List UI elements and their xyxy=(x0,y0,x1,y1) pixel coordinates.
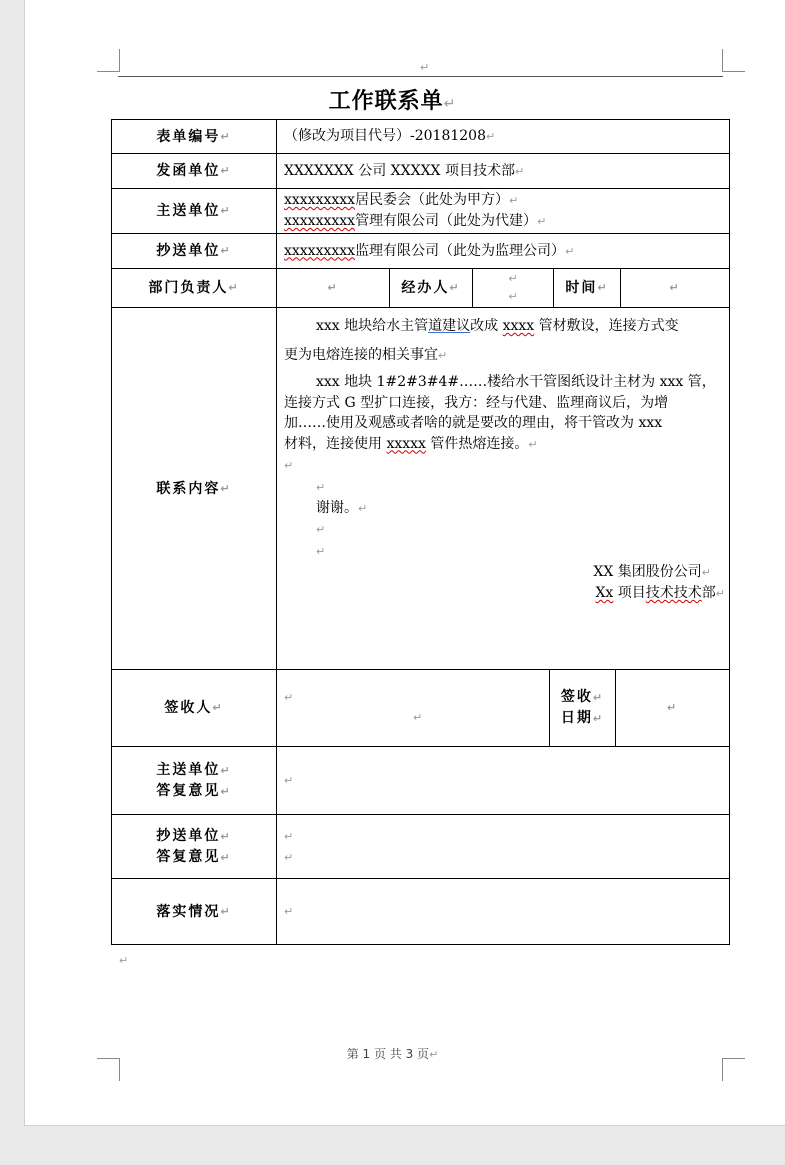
implementation-field[interactable]: ↵ xyxy=(284,905,294,918)
dept-head-field[interactable]: ↵ xyxy=(327,281,339,294)
receive-date-label: 签收↵ 日期↵ xyxy=(560,689,605,726)
form-no-value: （修改为项目代号）-20181208 xyxy=(284,128,486,144)
form-no-label: 表单编号 ↵ xyxy=(156,128,232,145)
sender-label: 发函单位 ↵ xyxy=(156,163,232,179)
content-blank-3: ↵ xyxy=(316,523,326,536)
time-label: 时间 ↵ xyxy=(565,280,609,296)
content-paragraph-1: xxx 地块给水主管道建议改成 xxxx 管材敷设，连接方式变 更为电熔连接的相关事宜↵ xyxy=(284,318,679,363)
header-rule xyxy=(118,76,723,77)
title-text: 工作联系单 xyxy=(328,88,444,114)
receiver-label: 签收人 ↵ xyxy=(164,700,224,716)
receiver-field[interactable]: ↵ ↵ xyxy=(284,691,423,724)
form-no-field[interactable]: （修改为项目代号）-20181208↵ xyxy=(284,128,496,144)
cc-reply-label: 抄送单位↵ 答复意见↵ xyxy=(156,827,232,865)
dept-head-label: 部门负责人 ↵ xyxy=(148,280,240,296)
cc-code: xxxxxxxxx xyxy=(284,242,356,259)
cc-label: 抄送单位 ↵ xyxy=(156,243,232,259)
content-label: 联系内容 ↵ xyxy=(156,480,232,497)
sign-company: XX 集团股份公司↵ xyxy=(593,564,711,580)
main-recipient-line-1: xxxxxxxxx居民委会（此处为甲方）↵ xyxy=(284,192,519,208)
sign-department: Xx 项目技术技术部↵ xyxy=(595,585,725,601)
main-reply-label: 主送单位↵ 答复意见↵ xyxy=(156,761,232,799)
content-blank-2: ↵ xyxy=(316,480,326,494)
sender-value: XXXXXXX 公司 XXXXX 项目技术部 xyxy=(284,162,515,179)
page-footer: 第 1 页 共 3 页↵ xyxy=(346,1047,439,1061)
main-recipient-line-2: xxxxxxxxx管理有限公司（此处为代建）↵ xyxy=(284,213,547,229)
end-paragraph-mark: ↵ xyxy=(119,954,129,967)
cc-text: 监理有限公司（此处为监理公司） xyxy=(355,242,566,259)
document-title[interactable]: 工作联系单↵ xyxy=(328,88,457,114)
crop-mark-top-left xyxy=(97,49,120,72)
cc-reply-field[interactable]: ↵ ↵ xyxy=(284,829,294,864)
handler-field[interactable]: ↵ ↵ xyxy=(508,272,518,303)
content-field[interactable] xyxy=(277,308,729,669)
main-recipient-field[interactable] xyxy=(277,189,729,233)
time-field[interactable]: ↵ xyxy=(669,281,681,294)
handler-label: 经办人 ↵ xyxy=(401,280,461,296)
page-number-text: 第 1 页 共 3 页 xyxy=(346,1047,430,1061)
cc-field[interactable]: xxxxxxxxx监理有限公司（此处为监理公司）↵ xyxy=(284,242,575,259)
content-paragraph-2: xxx 地块 1#2#3#4#……楼给水干管图纸设计主材为 xxx 管， 连接方式 G 型扩口连接，我方：经与代建、监理商议后，为增 加……使用及观感或者啥的就是要改的理由，将干管改为 xxx 材料，连接使用 xxxxx 管件热熔连接。↵ xyxy=(284,374,716,452)
content-blank-4: ↵ xyxy=(316,544,326,558)
header-paragraph-mark: ↵ xyxy=(420,61,430,74)
content-blank-1: ↵ xyxy=(284,459,294,472)
receive-date-field[interactable]: ↵ xyxy=(666,701,679,714)
sender-field[interactable]: XXXXXXX 公司 XXXXX 项目技术部↵ xyxy=(284,162,525,179)
content-thanks: 谢谢。↵ xyxy=(316,500,368,516)
crop-mark-top-right xyxy=(722,49,745,72)
implementation-label: 落实情况 ↵ xyxy=(156,903,232,920)
main-reply-field[interactable]: ↵ xyxy=(284,774,294,787)
main-recipient-label: 主送单位 ↵ xyxy=(156,203,232,219)
